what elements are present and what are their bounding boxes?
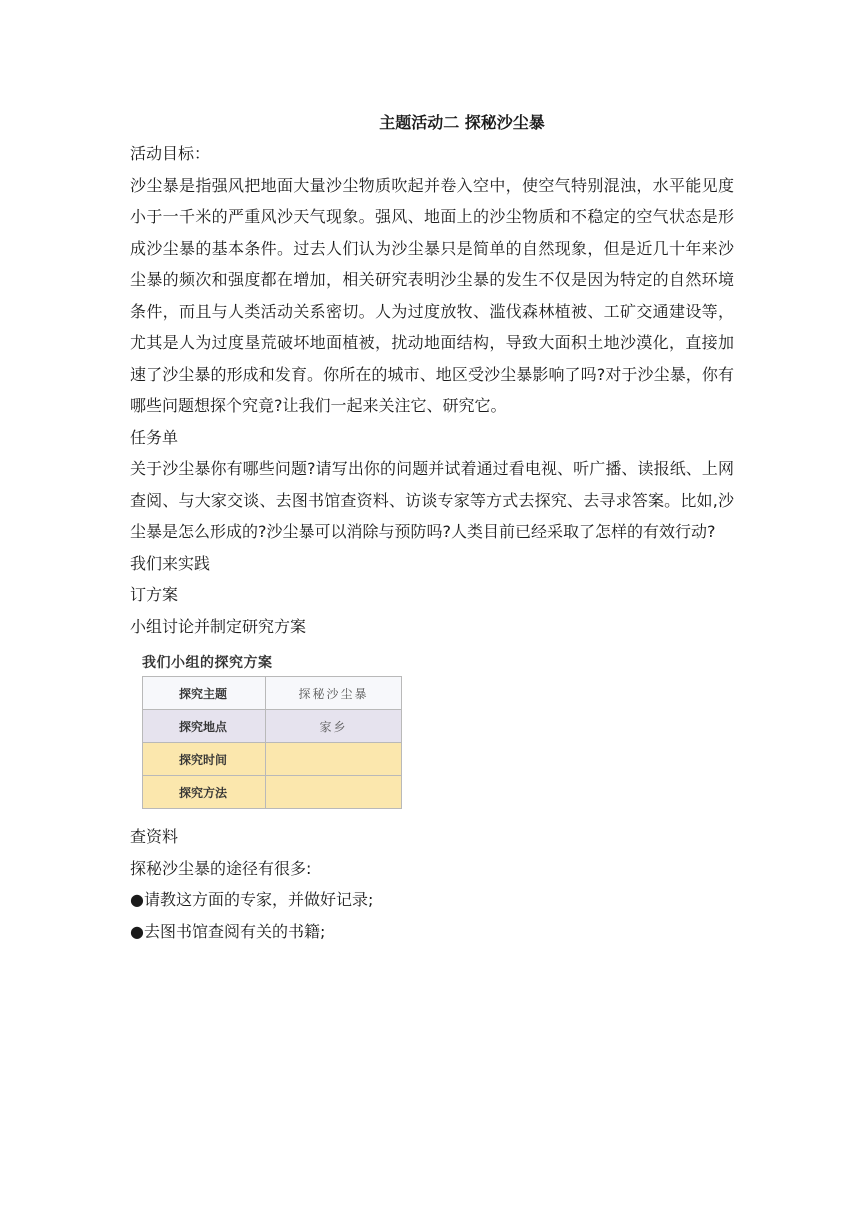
plan-key: 探究方法 [143, 776, 266, 809]
document-title: 主题活动二 探秘沙尘暴 [379, 113, 545, 132]
plan-value [266, 743, 402, 776]
list-item: ●请教这方面的专家，并做好记录; [130, 890, 374, 909]
plan-key: 探究主题 [143, 677, 266, 710]
practice-heading: 我们来实践 [130, 553, 211, 573]
document-page [130, 108, 734, 947]
plan-figure [142, 652, 412, 809]
table-row [143, 710, 402, 743]
plan-value: 探秘沙尘暴 [266, 677, 402, 710]
plan-description: 小组讨论并制定研究方案 [130, 616, 307, 636]
table-row [143, 677, 402, 710]
plan-key: 探究时间 [143, 743, 266, 776]
plan-table-title: 我们小组的探究方案 [142, 655, 273, 671]
goal-paragraph: 沙尘暴是指强风把地面大量沙尘物质吹起并卷入空中，使空气特别混浊，水平能见度小于一千米的严重风沙天气现象。强风、地面上的沙尘物质和不稳定的空气状态是形成沙尘暴的基本条件。过去人们认为沙尘暴只是简单的自然现象，但是近几十年来沙尘暴的频次和强度都在增加，相关研究表明沙尘暴的发生不仅是因为特定的自然环境条件，而且与人类活动关系密切。人为过度放牧、滥伐森林植被、工矿交通建设等，尤其是人为过度垦荒破坏地面植被，扰动地面结构，导致大面积土地沙漠化，直接加速了沙尘暴的形成和发育。你所在的城市、地区受沙尘暴影响了吗?对于沙尘暴，你有哪些问题想探个究竟?让我们一起来关注它、研究它。 [130, 175, 734, 415]
plan-heading: 订方案 [130, 585, 179, 604]
table-row [143, 776, 402, 809]
task-heading: 任务单 [130, 427, 179, 447]
plan-value [266, 776, 402, 809]
research-intro: 探秘沙尘暴的途径有很多: [130, 858, 312, 878]
research-heading: 查资料 [130, 827, 179, 846]
goal-heading: 活动目标： [130, 144, 211, 163]
plan-value: 家乡 [266, 710, 402, 743]
table-row [143, 743, 402, 776]
plan-key: 探究地点 [143, 710, 266, 743]
task-paragraph: 关于沙尘暴你有哪些问题?请写出你的问题并试着通过看电视、听广播、读报纸、上网查阅、与大家交谈、去图书馆查资料、访谈专家等方式去探究、去寻求答案。比如,沙尘暴是怎么形成的?沙尘暴可以消除与预防吗?人类目前已经采取了怎样的有效行动? [130, 459, 734, 541]
list-item: ●去图书馆查阅有关的书籍; [130, 921, 326, 941]
plan-table [142, 676, 402, 809]
